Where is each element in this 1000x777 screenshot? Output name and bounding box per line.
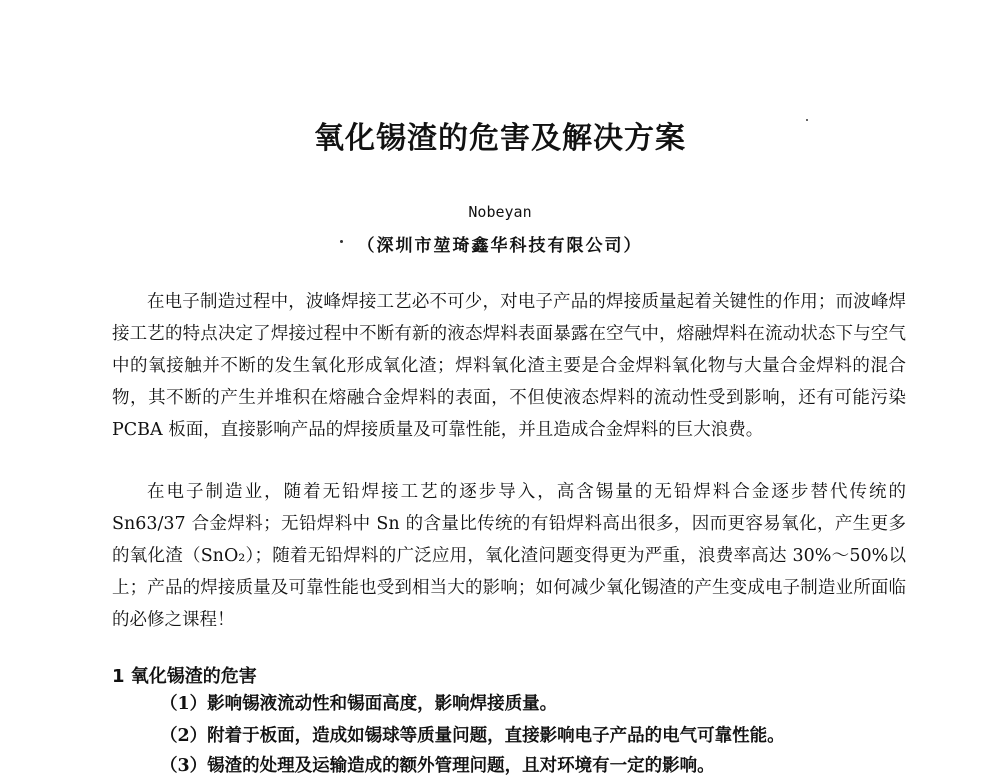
author-affiliation: （深圳市堃琦鑫华科技有限公司）	[357, 236, 643, 256]
author-name: Nobeyan	[468, 203, 532, 221]
body-paragraph-2: 在电子制造业，随着无铅焊接工艺的逐步导入，高含锡量的无铅焊料合金逐步替代传统的 Sn63/37 合金焊料；无铅焊料中 Sn 的含量比传统的有铅焊料高出很多，因而更容易氧化，产生更多的氧化渣（SnO₂）；随着无铅焊料的广泛应用，氧化渣问题变得更为严重，浪费率高达 30%～50%以上；产品的焊接质量及可靠性能也受到相当大的影响；如何减少氧化锡渣的产生变成电子制造业所面临的必修之课程！	[112, 482, 906, 630]
body-paragraph-1: 在电子制造过程中，波峰焊接工艺必不可少，对电子产品的焊接质量起着关键性的作用；而波峰焊接工艺的特点决定了焊接过程中不断有新的液态焊料表面暴露在空气中，熔融焊料在流动状态下与空气中的氧接触并不断的发生氧化形成氧化渣；焊料氧化渣主要是合金焊料氧化物与大量合金焊料的混合物，其不断的产生并堆积在熔融合金焊料的表面，不但使液态焊料的流动性受到影响，还有可能污染 PCBA 板面，直接影响产品的焊接质量及可靠性能，并且造成合金焊料的巨大浪费。	[112, 292, 906, 440]
section-heading: 1 氧化锡渣的危害	[112, 666, 257, 687]
paper-title: 氧化锡渣的危害及解决方案	[314, 121, 686, 156]
list-item: （2）附着于板面，造成如锡球等质量问题，直接影响电子产品的电气可靠性能。	[160, 726, 785, 746]
list-item: （3）锡渣的处理及运输造成的额外管理问题，且对环境有一定的影响。	[160, 756, 715, 776]
list-item: （1）影响锡液流动性和锡面高度，影响焊接质量。	[160, 694, 558, 714]
